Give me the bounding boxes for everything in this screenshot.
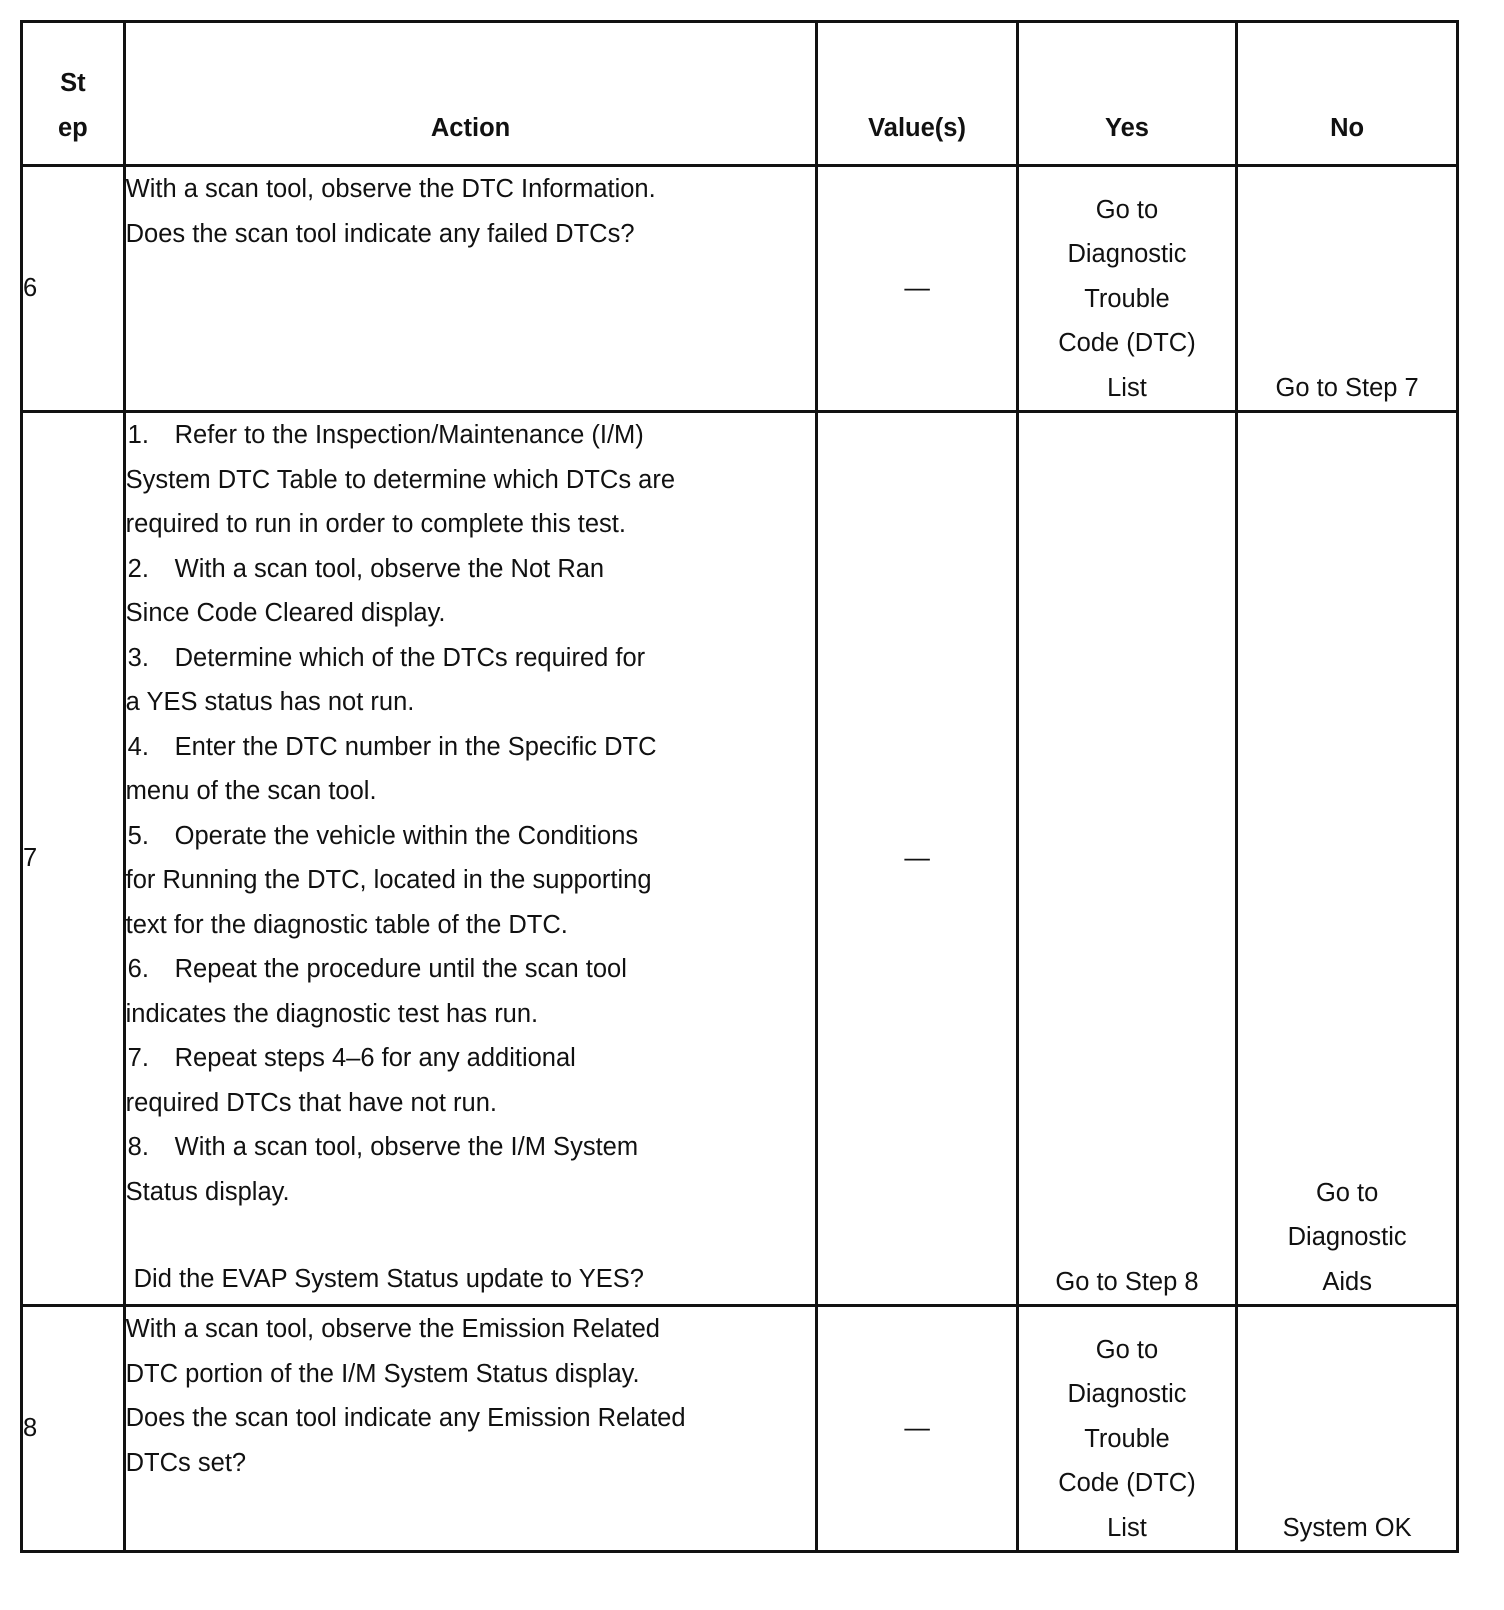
table-row bbox=[22, 412, 1458, 1306]
list-item: 8. With a scan tool, observe the I/M System Status display. bbox=[125, 1133, 639, 1206]
yes-cell: Go to Step 8 bbox=[1017, 412, 1237, 1306]
yes-cell: Go to Diagnostic Trouble Code (DTC) List bbox=[1017, 166, 1237, 412]
yes-cell: Go to Diagnostic Trouble Code (DTC) List bbox=[1017, 1306, 1237, 1552]
action-cell bbox=[124, 166, 817, 412]
list-item: 6. Repeat the procedure until the scan tool indicates the diagnostic test has run. bbox=[125, 955, 627, 1028]
list-item: 7. Repeat steps 4–6 for any additional required DTCs that have not run. bbox=[125, 1044, 576, 1117]
list-item: 3. Determine which of the DTCs required for a YES status has not run. bbox=[125, 643, 646, 716]
header-no: No bbox=[1237, 22, 1458, 166]
action-cell bbox=[124, 1306, 817, 1552]
value-cell: — bbox=[817, 1306, 1017, 1552]
action-line: Does the scan tool indicate any failed DTCs? bbox=[125, 219, 635, 248]
action-question: Did the EVAP System Status update to YES? bbox=[133, 1265, 644, 1293]
no-cell: System OK bbox=[1237, 1306, 1458, 1552]
no-cell: Go to Step 7 bbox=[1237, 166, 1458, 412]
list-item: 5. Operate the vehicle within the Conditions for Running the DTC, located in the supporting text for the diagnostic table of the DTC. bbox=[125, 821, 652, 939]
header-yes: Yes bbox=[1017, 22, 1237, 166]
header-values: Value(s) bbox=[817, 22, 1017, 166]
action-line: DTC portion of the I/M System Status display. bbox=[125, 1359, 640, 1388]
header-step: St ep bbox=[22, 22, 125, 166]
action-line: With a scan tool, observe the Emission Related bbox=[125, 1315, 660, 1343]
action-line: Does the scan tool indicate any Emission Related bbox=[125, 1404, 686, 1432]
value-cell: — bbox=[817, 166, 1017, 412]
header-action: Action bbox=[124, 22, 817, 166]
step-number: 6 bbox=[22, 166, 125, 412]
action-line: With a scan tool, observe the DTC Information. bbox=[125, 175, 656, 203]
table-row bbox=[22, 166, 1458, 412]
header-row bbox=[22, 22, 1458, 166]
list-item: 2. With a scan tool, observe the Not Ran Since Code Cleared display. bbox=[125, 554, 605, 627]
action-line: DTCs set? bbox=[125, 1448, 247, 1477]
value-cell: — bbox=[817, 412, 1017, 1306]
no-cell: Go to Diagnostic Aids bbox=[1237, 412, 1458, 1306]
diagnostic-table bbox=[20, 20, 1459, 1553]
step-number: 8 bbox=[22, 1306, 125, 1552]
step-number: 7 bbox=[22, 412, 125, 1306]
list-item: 4. Enter the DTC number in the Specific DTC menu of the scan tool. bbox=[125, 732, 657, 805]
list-item: 1. Refer to the Inspection/Maintenance (I/M) System DTC Table to determine which DTCs are required to run in order to complete this test. bbox=[125, 421, 676, 538]
table-row bbox=[22, 1306, 1458, 1552]
action-cell bbox=[124, 412, 817, 1306]
